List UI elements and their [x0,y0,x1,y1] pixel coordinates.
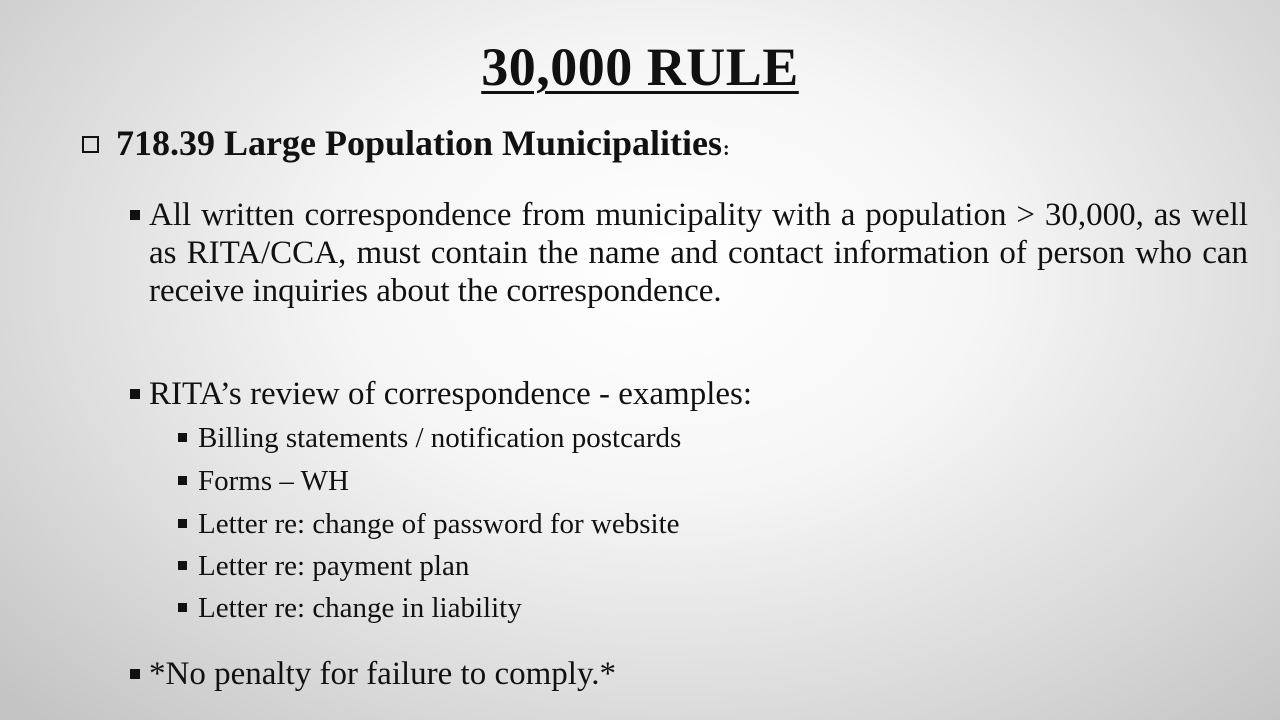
section-heading [82,118,730,168]
section-heading-colon: : [723,138,730,160]
sub-bullet-item [178,463,349,499]
sub-bullet-item [178,420,681,456]
sub-bullet-item [178,590,522,626]
bullet-text: All written correspondence from municipality with a population > 30,000, as well as RITA/CCA, must contain the name and contact information of person who can receive inquiries about the correspondence. [149,197,1248,309]
square-bullet-icon [178,476,187,485]
slide-title: 30,000 RULE [481,37,799,97]
square-bullet-icon [130,669,140,679]
hollow-square-bullet-icon [82,136,99,153]
bullet-item [130,375,1248,413]
square-bullet-icon [178,433,187,442]
bullet-item [130,655,1248,693]
square-bullet-icon [178,561,187,570]
sub-bullet-item [178,548,469,584]
bullet-item [130,196,1248,310]
sub-bullet-text: Letter re: change in liability [198,592,522,624]
square-bullet-icon [130,389,140,399]
sub-bullet-text: Letter re: payment plan [198,550,470,582]
square-bullet-icon [178,519,187,528]
sub-bullet-item [178,506,680,542]
sub-bullet-text: Billing statements / notification postcards [198,422,682,454]
square-bullet-icon [178,603,187,612]
section-heading-text: 718.39 Large Population Municipalities [116,123,723,163]
sub-bullet-text: Letter re: change of password for website [198,508,680,540]
bullet-text: RITA’s review of correspondence - examples: [149,376,753,412]
bullet-text: *No penalty for failure to comply.* [149,656,617,692]
sub-bullet-text: Forms – WH [198,465,349,497]
square-bullet-icon [130,210,140,220]
